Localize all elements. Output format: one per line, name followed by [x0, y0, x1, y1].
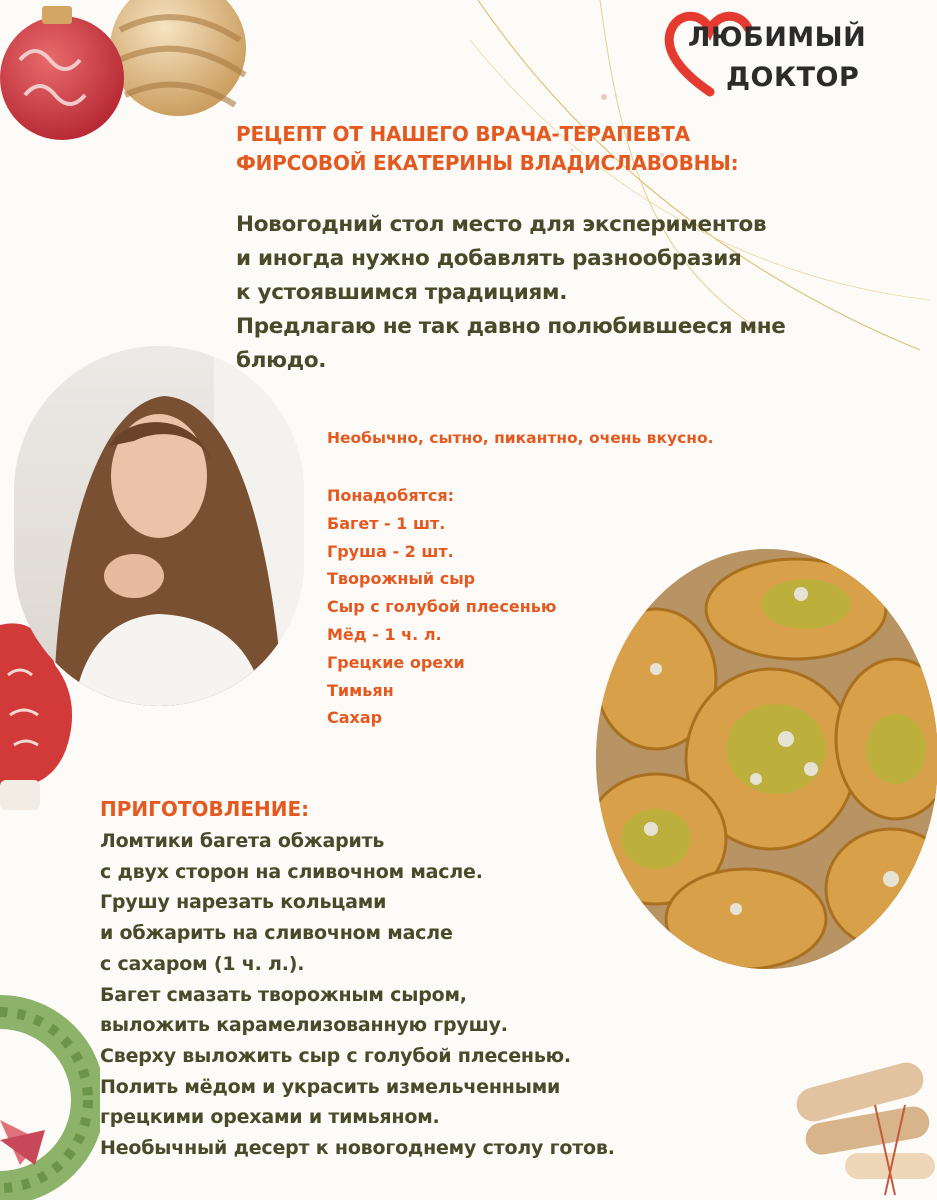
preparation-line: и обжарить на сливочном масле: [100, 922, 453, 945]
preparation-line: Необычный десерт к новогоднему столу готов.: [100, 1137, 615, 1160]
wreath-decoration: [0, 990, 100, 1200]
preparation-line: Полить мёдом и украсить измельченными: [100, 1075, 561, 1098]
preparation-line: Грушу нарезать кольцами: [100, 891, 387, 914]
ingredient-item: Багет - 1 шт.: [327, 513, 446, 533]
preparation-line: с сахаром (1 ч. л.).: [100, 952, 305, 975]
ingredient-item: Сыр с голубой плесенью: [327, 597, 557, 617]
logo-text-line2: ДОКТОР: [726, 62, 860, 93]
dish-photo: [596, 549, 937, 969]
logo-text-line1: ЛЮБИМЫЙ: [688, 22, 867, 53]
ingredient-item: Мёд - 1 ч. л.: [327, 624, 442, 644]
preparation-line: Сверху выложить сыр с голубой плесенью.: [100, 1044, 571, 1067]
doctor-portrait-photo: [14, 346, 304, 706]
dish-illustration: [596, 549, 937, 969]
ingredient-item: Творожный сыр: [327, 569, 476, 589]
intro-line: блюдо.: [236, 348, 327, 373]
intro-paragraph: [236, 208, 786, 378]
intro-line: Новогодний стол место для экспериментов: [236, 212, 767, 237]
dish-tagline: Необычно, сытно, пикантно, очень вкусно.: [327, 429, 714, 447]
title-line: РЕЦЕПТ ОТ НАШЕГО ВРАЧА-ТЕРАПЕВТА: [236, 122, 690, 146]
preparation-line: выложить карамелизованную грушу.: [100, 1014, 508, 1037]
preparation-heading: ПРИГОТОВЛЕНИЕ:: [100, 797, 310, 821]
preparation-line: Багет смазать творожным сыром,: [100, 983, 467, 1006]
scrolls-decoration: [785, 1045, 937, 1200]
preparation-line: грецкими орехами и тимьяном.: [100, 1106, 440, 1129]
ingredient-item: Тимьян: [327, 680, 394, 700]
intro-line: и иногда нужно добавлять разнообразия: [236, 246, 742, 271]
ingredient-item: Груша - 2 шт.: [327, 541, 454, 561]
intro-line: Предлагаю не так давно полюбившееся мне: [236, 314, 786, 339]
ingredient-item: Грецкие орехи: [327, 652, 465, 672]
preparation-line: с двух сторон на сливочном масле.: [100, 860, 483, 883]
preparation-steps: [100, 826, 615, 1164]
title-line: ФИРСОВОЙ ЕКАТЕРИНЫ ВЛАДИСЛАВОВНЫ:: [236, 151, 739, 175]
portrait-illustration: [14, 346, 304, 706]
recipe-title: [236, 120, 738, 178]
ingredient-item: Сахар: [327, 708, 383, 728]
christmas-ornaments-decoration: [0, 0, 250, 150]
preparation-line: Ломтики багета обжарить: [100, 830, 385, 852]
ingredients-list: [327, 482, 556, 732]
intro-line: к устоявшимся традициям.: [236, 280, 568, 305]
ingredients-heading: Понадобятся:: [327, 486, 455, 505]
clinic-logo: [664, 8, 904, 103]
